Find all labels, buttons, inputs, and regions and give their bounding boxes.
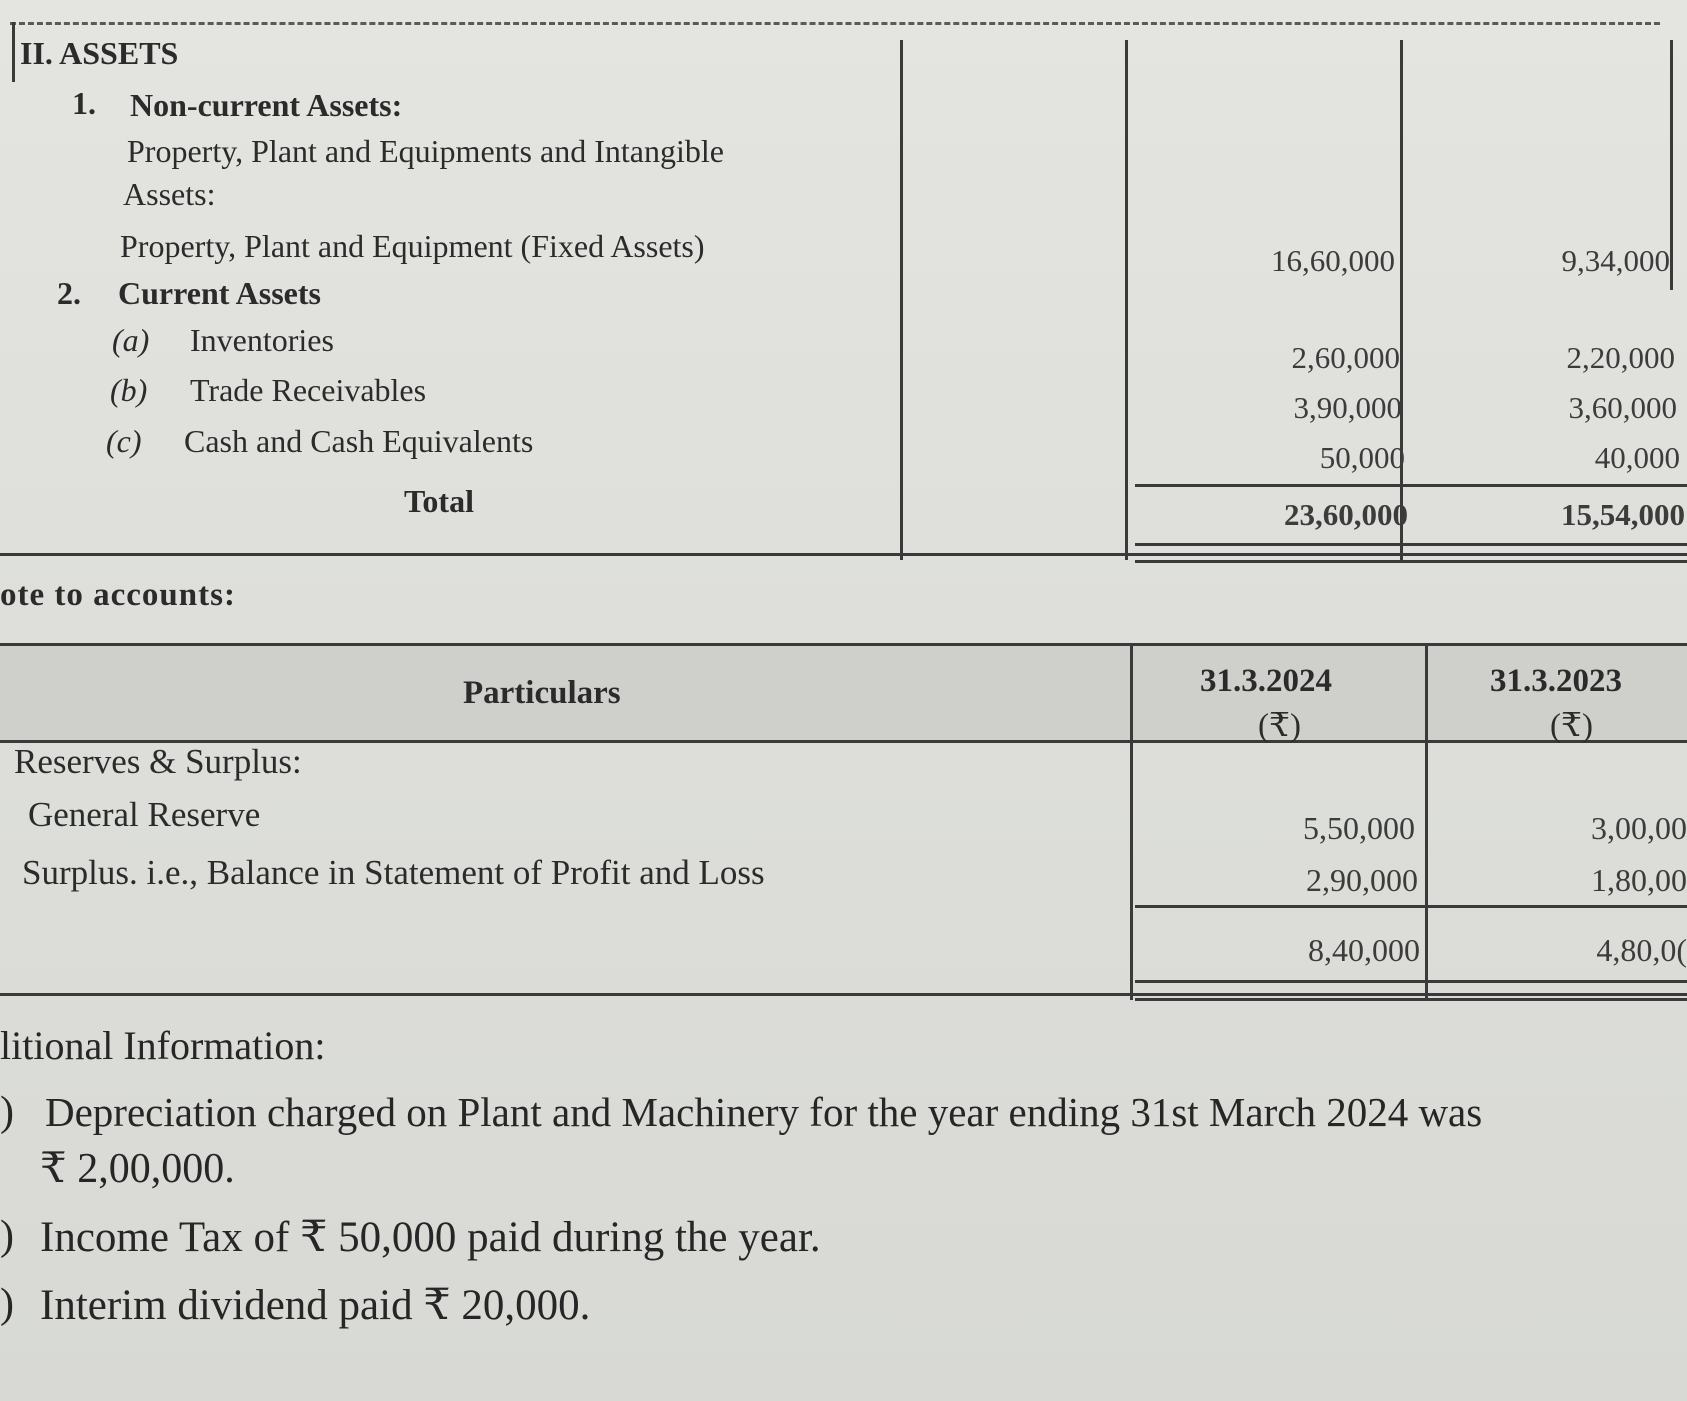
assets-heading: II. ASSETS [20, 35, 179, 71]
note-table-top-rule [0, 643, 1687, 646]
surplus-label: Surplus. i.e., Balance in Statement of Profit and Loss [22, 853, 765, 892]
inventories-previous-year: 2,20,000 [1566, 340, 1675, 375]
general-reserve-previous-year: 3,00,00 [1591, 810, 1687, 846]
reserves-total-previous-year: 4,80,0( [1596, 932, 1687, 968]
point-2-line-1: Income Tax of ₹ 50,000 paid during the year. [40, 1214, 821, 1261]
current-assets-number: 2. [57, 275, 81, 311]
surplus-previous-year: 1,80,00 [1591, 862, 1687, 898]
note-heading: ote to accounts: [0, 577, 236, 613]
table-bottom-rule [0, 553, 1687, 556]
inventories-label: Inventories [190, 322, 334, 358]
col-divider-4 [1670, 40, 1673, 290]
surplus-current-year: 2,90,000 [1306, 862, 1418, 898]
receivables-previous-year: 3,60,000 [1568, 390, 1677, 425]
additional-info-heading: litional Information: [0, 1023, 326, 1068]
reserves-total-current-year: 8,40,000 [1308, 932, 1420, 968]
inventories-marker: (a) [112, 322, 150, 358]
receivables-current-year: 3,90,000 [1293, 390, 1402, 425]
col-divider-3 [1400, 40, 1403, 560]
point-1-line-2: ₹ 2,00,000. [40, 1146, 235, 1192]
total-current-year: 23,60,000 [1284, 497, 1408, 532]
note-table-bottom-rule [0, 993, 1687, 996]
receivables-marker: (b) [110, 372, 148, 408]
col-divider-1 [900, 40, 903, 560]
point-2-marker: ) [0, 1213, 14, 1259]
point-3-line-1: Interim dividend paid ₹ 20,000. [40, 1282, 591, 1329]
total-double-rule-2 [1135, 560, 1687, 563]
total-double-rule-1 [1135, 543, 1687, 546]
col-divider-2 [1125, 40, 1128, 560]
receivables-label: Trade Receivables [190, 372, 427, 408]
ppe-heading-line1: Property, Plant and Equipments and Intangible [127, 133, 724, 169]
cash-current-year: 50,000 [1319, 440, 1405, 475]
current-assets-label: Current Assets [118, 275, 321, 311]
general-reserve-current-year: 5,50,000 [1303, 810, 1415, 846]
left-table-border [12, 22, 15, 82]
cy-unit-header: (₹) [1258, 708, 1301, 744]
point-1-line-1: Depreciation charged on Plant and Machinery for the year ending 31st March 2024 was [45, 1089, 1483, 1135]
non-current-label: Non-current Assets: [130, 87, 403, 123]
non-current-number: 1. [72, 85, 96, 121]
py-date-header: 31.3.2023 [1490, 663, 1622, 699]
note-table-header-bg [0, 643, 1687, 743]
particulars-header: Particulars [463, 675, 621, 711]
total-label: Total [404, 483, 474, 519]
ppe-previous-year: 9,34,000 [1561, 243, 1670, 278]
inventories-current-year: 2,60,000 [1291, 340, 1400, 375]
total-top-rule [1135, 484, 1687, 487]
ppe-heading-line2: Assets: [123, 176, 216, 212]
point-3-marker: ) [0, 1281, 14, 1327]
note-total-double-rule-1 [1135, 980, 1687, 983]
cy-date-header: 31.3.2024 [1200, 663, 1332, 699]
note-total-double-rule-2 [1135, 998, 1687, 1001]
total-previous-year: 15,54,000 [1561, 497, 1685, 532]
general-reserve-label: General Reserve [28, 795, 261, 834]
note-col-divider-1 [1130, 645, 1133, 1000]
cash-previous-year: 40,000 [1594, 440, 1680, 475]
cash-label: Cash and Cash Equivalents [184, 423, 534, 459]
reserves-section-label: Reserves & Surplus: [14, 742, 302, 781]
py-unit-header: (₹) [1550, 708, 1593, 744]
top-dashed-border [10, 22, 1660, 25]
ppe-label: Property, Plant and Equipment (Fixed Assets) [120, 228, 705, 264]
ppe-current-year: 16,60,000 [1271, 243, 1395, 278]
note-col-divider-2 [1425, 645, 1428, 1000]
cash-marker: (c) [106, 423, 142, 459]
point-1-marker: ) [0, 1089, 14, 1135]
note-total-top-rule [1135, 905, 1687, 908]
